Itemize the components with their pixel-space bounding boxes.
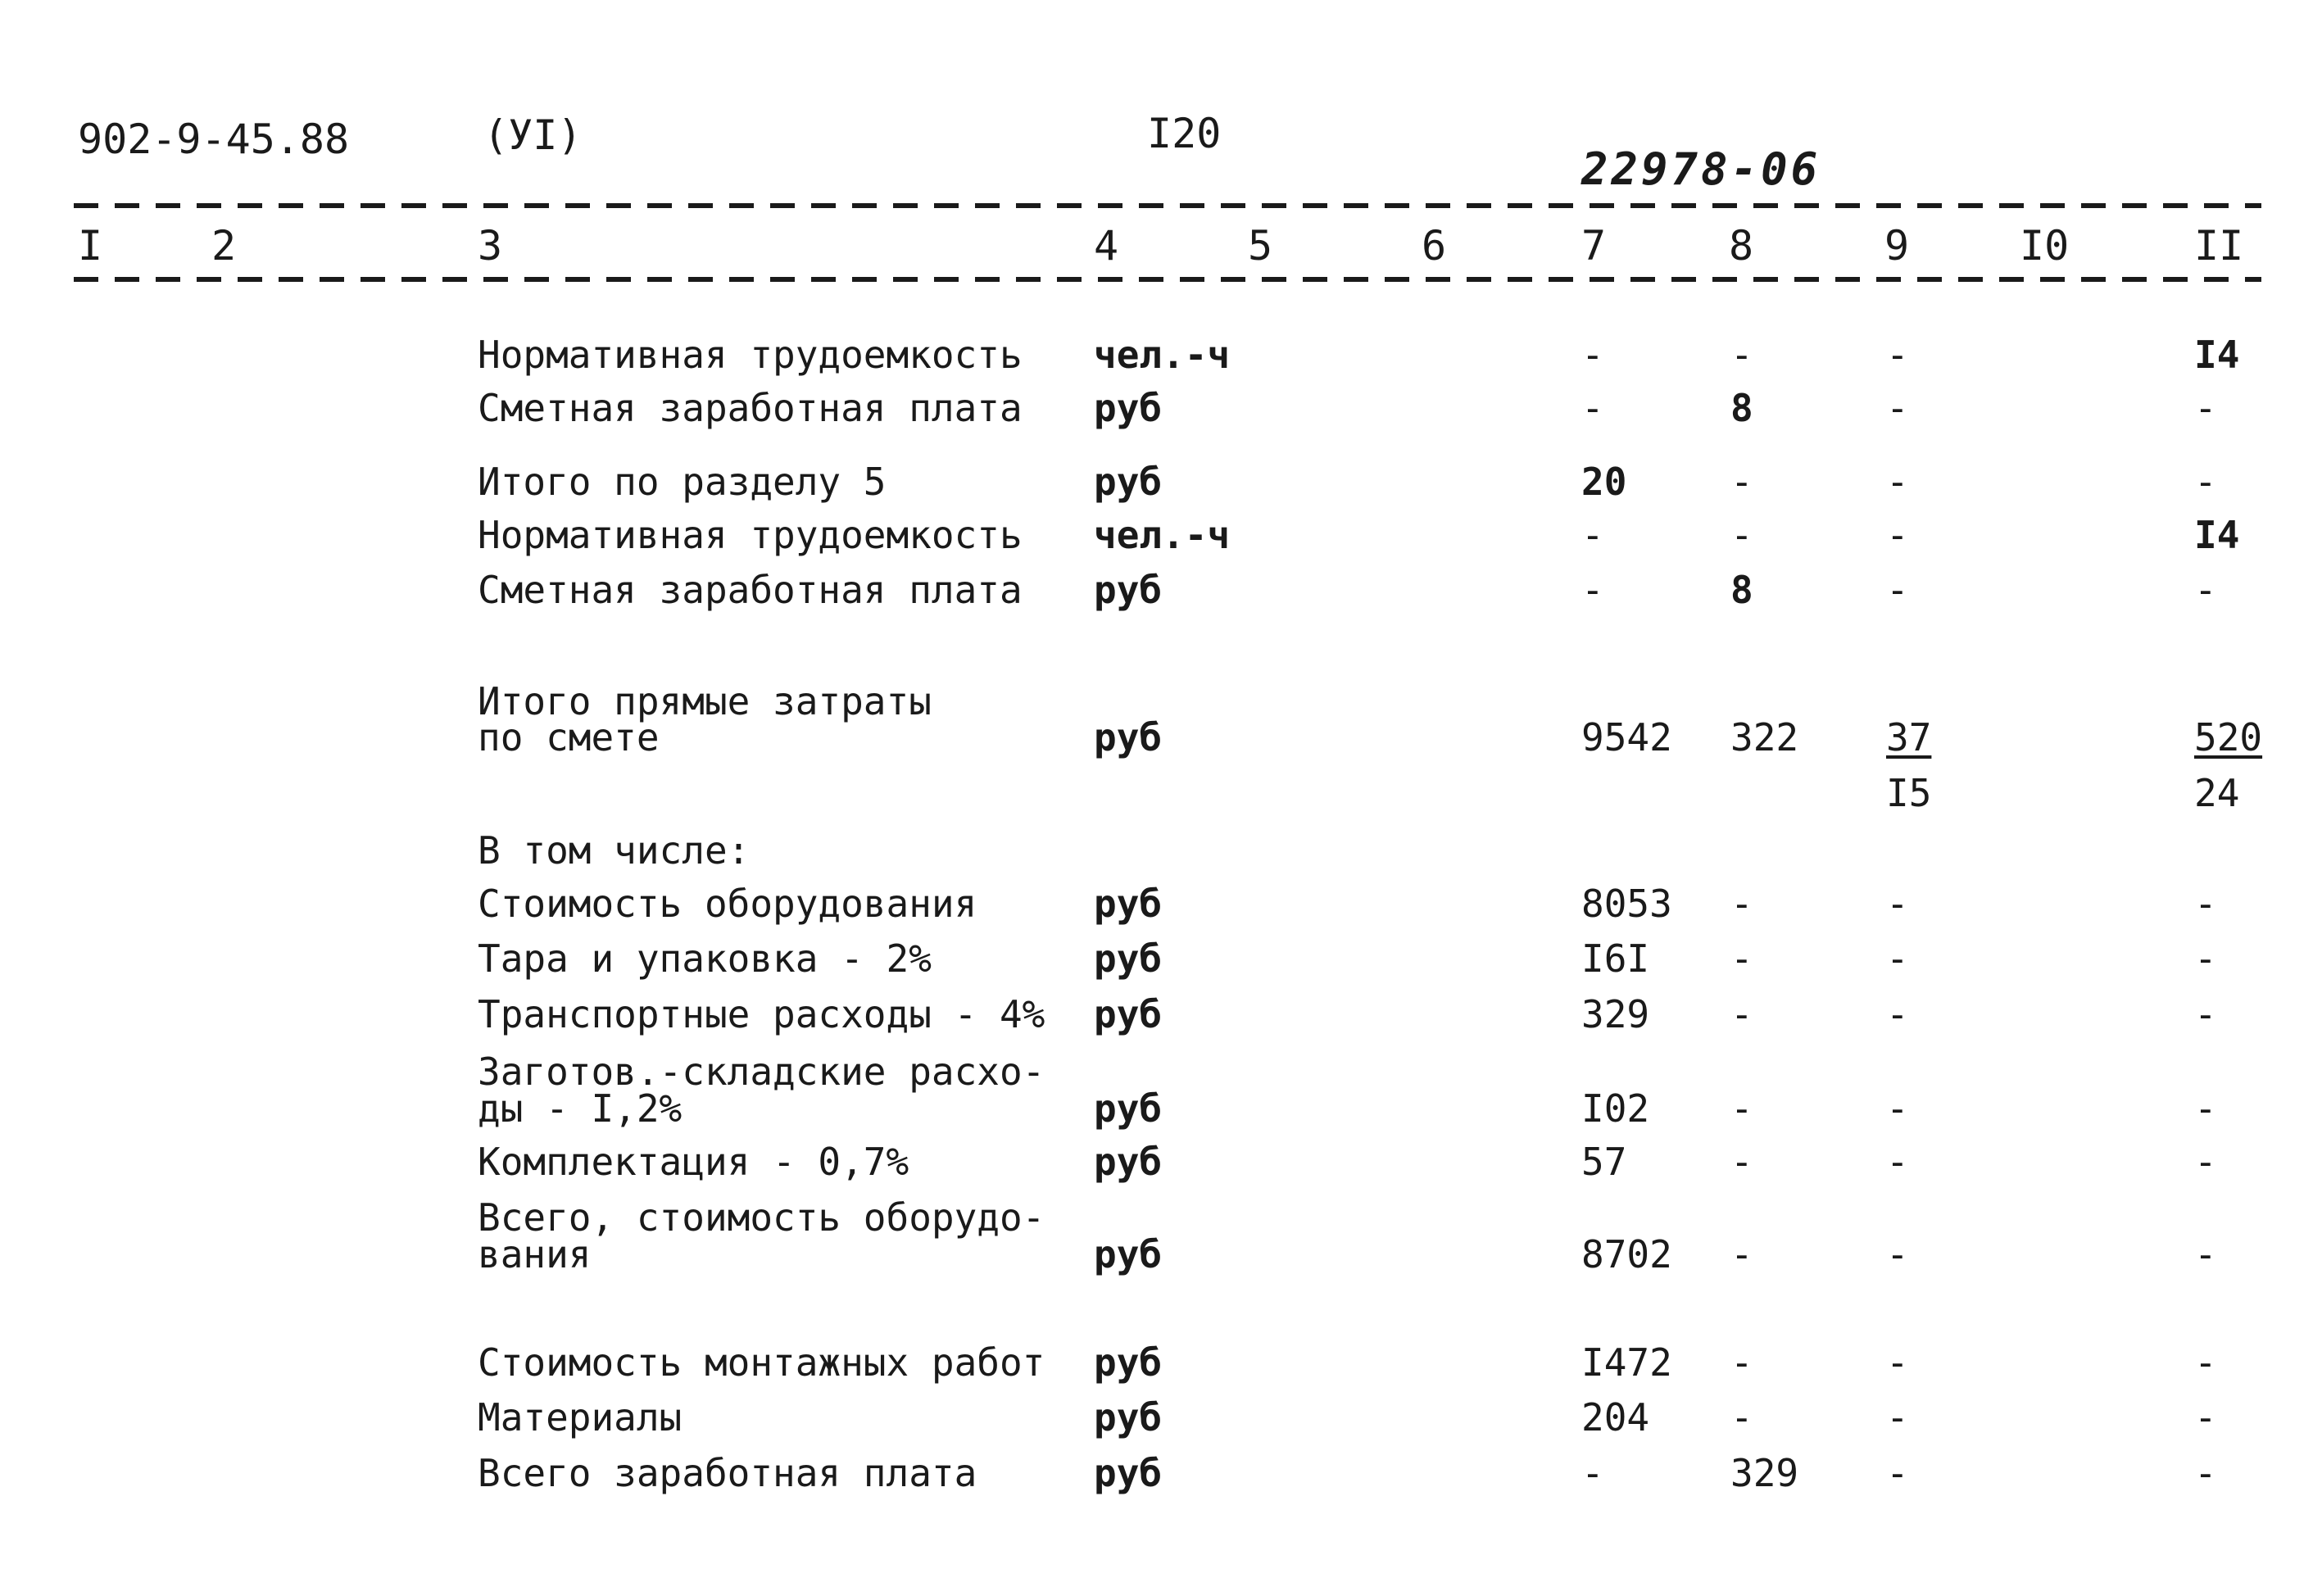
- row-4-name: Сметная заработная плата: [478, 568, 1023, 612]
- row-5-c11-sub: 24: [2194, 771, 2240, 815]
- row-12-c7: 8702: [1581, 1232, 1672, 1276]
- row-12-name-cont: вания: [478, 1232, 592, 1276]
- row-2-name: Итого по разделу 5: [478, 460, 887, 504]
- row-8-c7: I6I: [1581, 936, 1650, 981]
- col-header-5: 5: [1248, 222, 1273, 270]
- row-5-name: Итого прямые затраты: [478, 679, 932, 723]
- row-1-c9: -: [1886, 386, 1909, 430]
- row-9-c7: 329: [1581, 992, 1650, 1036]
- row-12-name: Всего, стоимость оборудо-: [478, 1195, 1045, 1240]
- row-10-c11: -: [2194, 1086, 2217, 1131]
- stamp-number: 22978-06: [1581, 143, 1821, 195]
- row-9-unit: руб: [1094, 992, 1163, 1036]
- row-0-unit: чел.-ч: [1094, 333, 1231, 377]
- col-header-9: 9: [1884, 222, 1910, 270]
- row-11-c7: 57: [1581, 1140, 1627, 1184]
- row-12-c11: -: [2194, 1232, 2217, 1276]
- row-15-unit: руб: [1094, 1451, 1163, 1495]
- row-5-c8: 322: [1730, 715, 1799, 759]
- row-10-c9: -: [1886, 1086, 1909, 1131]
- row-10-unit: руб: [1094, 1086, 1163, 1131]
- doc-code: 902-9-45.88: [78, 116, 350, 163]
- row-8-c9: -: [1886, 936, 1909, 981]
- row-3-c8: -: [1730, 513, 1753, 557]
- row-13-c11: -: [2194, 1340, 2217, 1385]
- row-1-c11: -: [2194, 386, 2217, 430]
- row-13-c9: -: [1886, 1340, 1909, 1385]
- row-13-c8: -: [1730, 1340, 1753, 1385]
- page-number: I20: [1147, 110, 1222, 157]
- row-14-c11: -: [2194, 1395, 2217, 1440]
- row-11-unit: руб: [1094, 1140, 1163, 1184]
- row-15-c7: -: [1581, 1451, 1604, 1495]
- row-3-c11: I4: [2194, 513, 2240, 557]
- col-header-10: I0: [2020, 222, 2070, 270]
- row-3-c7: -: [1581, 513, 1604, 557]
- row-0-c7: -: [1581, 333, 1604, 377]
- row-7-name: Стоимость оборудования: [478, 882, 977, 926]
- row-1-name: Сметная заработная плата: [478, 386, 1023, 430]
- row-7-c11: -: [2194, 882, 2217, 926]
- row-10-name: Заготов.-складские расхо-: [478, 1050, 1045, 1094]
- row-2-c7: 20: [1581, 460, 1627, 504]
- row-5-name-cont: по смете: [478, 715, 660, 759]
- row-11-c9: -: [1886, 1140, 1909, 1184]
- row-8-c11: -: [2194, 936, 2217, 981]
- row-8-unit: руб: [1094, 936, 1163, 981]
- row-14-name: Материалы: [478, 1395, 683, 1440]
- row-2-c8: -: [1730, 460, 1753, 504]
- row-5-c7: 9542: [1581, 715, 1672, 759]
- row-8-c8: -: [1730, 936, 1753, 981]
- row-12-unit: руб: [1094, 1232, 1163, 1276]
- row-7-c7: 8053: [1581, 882, 1672, 926]
- row-5-c9-sub: I5: [1886, 771, 1932, 815]
- header-rule-bottom: [74, 277, 2261, 282]
- section-code: (УI): [483, 111, 583, 159]
- row-14-c9: -: [1886, 1395, 1909, 1440]
- row-3-name: Нормативная трудоемкость: [478, 513, 1023, 557]
- row-12-c9: -: [1886, 1232, 1909, 1276]
- row-9-c8: -: [1730, 992, 1753, 1036]
- row-13-name: Стоимость монтажных работ: [478, 1340, 1045, 1385]
- row-4-c7: -: [1581, 568, 1604, 612]
- col-header-1: I: [78, 222, 103, 270]
- row-3-c9: -: [1886, 513, 1909, 557]
- row-6-name: В том числе:: [478, 828, 751, 873]
- row-7-unit: руб: [1094, 882, 1163, 926]
- row-14-c7: 204: [1581, 1395, 1650, 1440]
- col-header-7: 7: [1581, 222, 1607, 270]
- row-11-c11: -: [2194, 1140, 2217, 1184]
- row-14-c8: -: [1730, 1395, 1753, 1440]
- row-4-c11: -: [2194, 568, 2217, 612]
- row-5-unit: руб: [1094, 715, 1163, 759]
- row-0-c9: -: [1886, 333, 1909, 377]
- row-13-c7: I472: [1581, 1340, 1672, 1385]
- row-1-unit: руб: [1094, 386, 1163, 430]
- row-15-c9: -: [1886, 1451, 1909, 1495]
- row-4-unit: руб: [1094, 568, 1163, 612]
- row-1-c7: -: [1581, 386, 1604, 430]
- row-9-name: Транспортные расходы - 4%: [478, 992, 1045, 1036]
- row-0-name: Нормативная трудоемкость: [478, 333, 1023, 377]
- row-15-c8: 329: [1730, 1451, 1799, 1495]
- row-9-c9: -: [1886, 992, 1909, 1036]
- row-3-unit: чел.-ч: [1094, 513, 1231, 557]
- row-11-name: Комплектация - 0,7%: [478, 1140, 909, 1184]
- row-14-unit: руб: [1094, 1395, 1163, 1440]
- row-2-c11: -: [2194, 460, 2217, 504]
- row-4-c9: -: [1886, 568, 1909, 612]
- col-header-3: 3: [478, 222, 503, 270]
- col-header-8: 8: [1729, 222, 1754, 270]
- row-10-name-cont: ды - I,2%: [478, 1086, 683, 1131]
- row-0-c8: -: [1730, 333, 1753, 377]
- row-9-c11: -: [2194, 992, 2217, 1036]
- row-15-name: Всего заработная плата: [478, 1451, 977, 1495]
- row-4-c8: 8: [1730, 568, 1753, 612]
- row-1-c8: 8: [1730, 386, 1753, 430]
- row-5-c11: 520: [2194, 715, 2263, 759]
- row-0-c11: I4: [2194, 333, 2240, 377]
- row-12-c8: -: [1730, 1232, 1753, 1276]
- row-2-unit: руб: [1094, 460, 1163, 504]
- row-10-c8: -: [1730, 1086, 1753, 1131]
- col-header-2: 2: [211, 222, 237, 270]
- row-7-c8: -: [1730, 882, 1753, 926]
- row-15-c11: -: [2194, 1451, 2217, 1495]
- col-header-11: II: [2194, 222, 2244, 270]
- row-13-unit: руб: [1094, 1340, 1163, 1385]
- row-5-c9: 37: [1886, 715, 1932, 759]
- row-7-c9: -: [1886, 882, 1909, 926]
- row-10-c7: I02: [1581, 1086, 1650, 1131]
- col-header-6: 6: [1422, 222, 1447, 270]
- col-header-4: 4: [1094, 222, 1119, 270]
- row-11-c8: -: [1730, 1140, 1753, 1184]
- row-8-name: Тара и упаковка - 2%: [478, 936, 932, 981]
- header-rule-top: [74, 203, 2261, 208]
- row-2-c9: -: [1886, 460, 1909, 504]
